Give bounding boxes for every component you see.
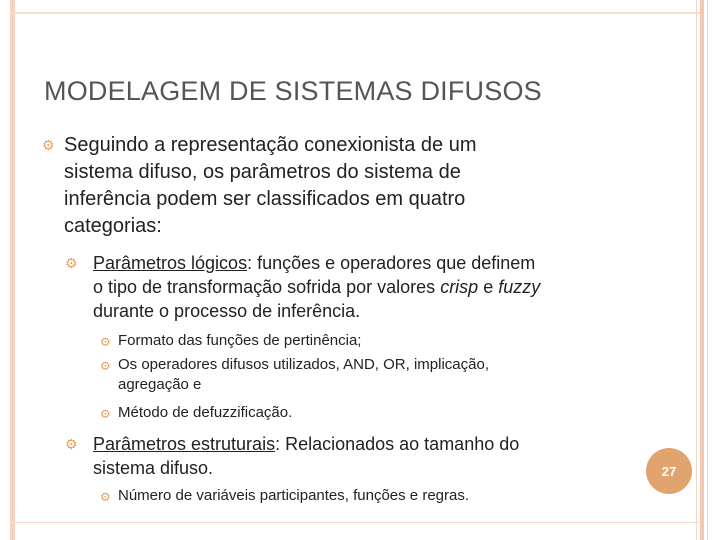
settings-gear-icon: ⚙	[100, 359, 111, 373]
logical-params-label: Parâmetros lógicos	[93, 253, 248, 273]
main-bullet-item	[42, 132, 477, 240]
frame-right-inner-line	[696, 0, 697, 540]
structural-subitem-line: Número de variáveis participantes, funções e regras.	[118, 487, 470, 504]
structural-params-line	[93, 432, 519, 456]
structural-params-item	[65, 432, 520, 480]
fuzzy-term: fuzzy	[498, 277, 541, 297]
page-number-badge	[646, 448, 692, 494]
settings-gear-icon: ⚙	[100, 490, 111, 504]
logical-params-line	[93, 251, 540, 275]
logical-subitem-line: Os operadores difusos utilizados, AND, OR, implicação,	[118, 356, 489, 373]
structural-params-label: Parâmetros estruturais	[93, 434, 276, 454]
main-bullet-line: Seguindo a representação conexionista de um	[64, 134, 477, 156]
slide-title: MODELAGEM DE SISTEMAS DIFUSOS	[44, 76, 542, 106]
logical-subitem-line: agregação e	[118, 376, 202, 393]
logical-params-text: e	[478, 277, 499, 297]
logical-subitem	[100, 403, 293, 423]
logical-params-text: o tipo de transformação sofrida por valores	[93, 277, 441, 297]
settings-gear-icon: ⚙	[100, 407, 111, 421]
frame-top-border	[10, 12, 700, 14]
settings-gear-icon: ⚙	[100, 335, 111, 349]
logical-subitem	[100, 331, 362, 351]
logical-params-text: : funções e operadores que definem	[247, 253, 536, 273]
main-bullet-line: sistema difuso, os parâmetros do sistema de	[64, 161, 461, 183]
logical-subitem	[100, 355, 489, 395]
crisp-term: crisp	[440, 277, 479, 297]
logical-subitem-line: Formato das funções de pertinência;	[118, 332, 362, 349]
settings-gear-icon: ⚙	[65, 436, 78, 452]
logical-subitem-line: Método de defuzzificação.	[118, 404, 293, 421]
settings-gear-icon: ⚙	[42, 137, 55, 153]
frame-right-outer-line	[707, 0, 708, 540]
frame-right-border	[700, 0, 704, 540]
page-number: 27	[661, 463, 677, 479]
structural-params-line: sistema difuso.	[93, 458, 214, 478]
logical-params-item	[65, 251, 541, 323]
logical-params-line	[93, 275, 540, 299]
structural-subitem	[100, 486, 470, 506]
structural-params-text: : Relacionados ao tamanho do	[275, 434, 520, 454]
frame-left-border	[10, 0, 15, 540]
main-bullet-line: categorias:	[64, 215, 162, 237]
main-bullet-line: inferência podem ser classificados em quatro	[64, 188, 466, 210]
settings-gear-icon: ⚙	[65, 255, 78, 271]
frame-bottom-border	[10, 522, 700, 523]
logical-params-line: durante o processo de inferência.	[93, 301, 361, 321]
